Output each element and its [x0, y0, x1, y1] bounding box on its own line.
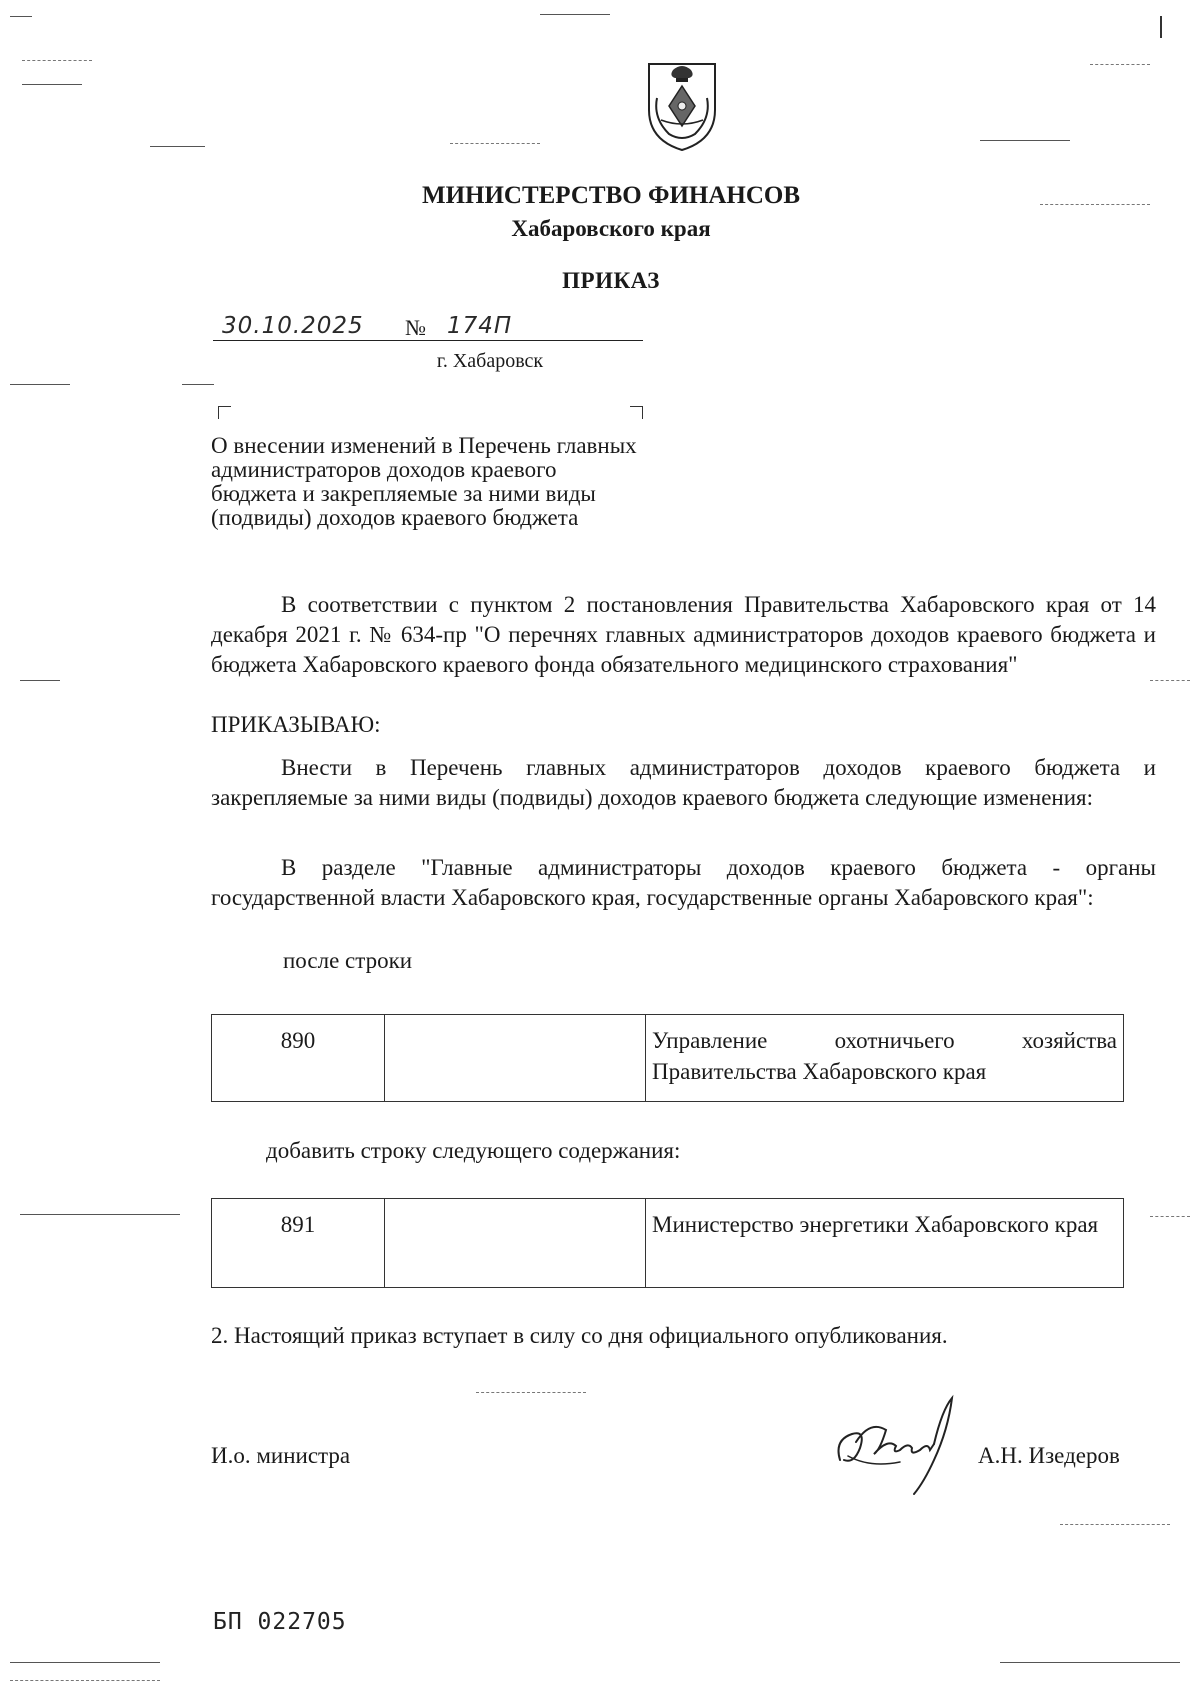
point1-paragraph: Внести в Перечень главных администраторов доходов краевого бюджета и закрепляемые за ними виды (подвиды) доходов краевого бюджета следующие изменения:	[211, 755, 1156, 810]
scan-artifact	[10, 1680, 160, 1681]
scan-artifact	[1150, 680, 1190, 681]
scan-artifact	[182, 384, 214, 385]
existing-row-table	[211, 1014, 1124, 1102]
ministry-name: МИНИСТЕРСТВО ФИНАНСОВ	[421, 182, 801, 209]
admin-code-cell: 890	[212, 1015, 385, 1102]
scan-artifact	[540, 14, 610, 15]
scan-artifact	[1160, 16, 1162, 38]
preamble-paragraph: В соответствии с пунктом 2 постановления Правительства Хабаровского края от 14 декабря 2021 г. № 634-пр "О перечнях главных администраторов доходов краевого бюджета и бюджета Хабаровского краевого фонда обязательного медицинского страхования"	[211, 592, 1156, 677]
scan-artifact	[1000, 1662, 1180, 1663]
admin-code-cell: 891	[212, 1199, 385, 1288]
scan-artifact	[450, 143, 540, 144]
add-row-label: добавить строку следующего содержания:	[266, 1138, 681, 1163]
number-sign: №	[405, 315, 426, 340]
registration-line	[213, 340, 643, 341]
subject-bracket-left	[218, 406, 231, 419]
scan-artifact	[20, 680, 60, 681]
new-row-table	[211, 1198, 1124, 1288]
order-number: 174П	[447, 313, 513, 339]
table-row	[212, 1199, 1124, 1288]
document-type: ПРИКАЗ	[562, 268, 660, 293]
city: г. Хабаровск	[436, 350, 544, 372]
admin-name-cell: Управление охотничьего хозяйства Правительства Хабаровского края	[646, 1015, 1124, 1102]
order-subject: О внесении изменений в Перечень главных администраторов доходов краевого бюджета и закрепляемые за ними виды (подвиды) доходов краевого бюджета	[211, 433, 637, 530]
table-row	[212, 1015, 1124, 1102]
signatory-title: И.о. министра	[211, 1443, 351, 1468]
handwritten-signature	[830, 1390, 970, 1500]
scan-artifact	[10, 16, 32, 17]
section-paragraph: В разделе "Главные администраторы доходов краевого бюджета - органы государственной власти Хабаровского края, государственные органы Хабаровского края":	[211, 855, 1156, 910]
order-date: 30.10.2025	[222, 313, 364, 339]
coat-of-arms-emblem	[643, 58, 721, 153]
scan-artifact	[1060, 1524, 1170, 1525]
effective-date-paragraph: 2. Настоящий приказ вступает в силу со дня официального опубликования.	[211, 1323, 948, 1348]
ministry-region: Хабаровского края	[511, 216, 711, 241]
income-code-cell	[385, 1199, 646, 1288]
signatory-name: А.Н. Изедеров	[978, 1443, 1120, 1468]
prikazyvayu-heading: ПРИКАЗЫВАЮ:	[211, 712, 381, 737]
scan-artifact	[20, 1214, 180, 1215]
scan-artifact	[1090, 64, 1150, 65]
scan-artifact	[476, 1392, 586, 1393]
subject-bracket-right	[630, 406, 643, 419]
scan-artifact	[150, 146, 205, 147]
admin-name-cell: Министерство энергетики Хабаровского края	[646, 1199, 1124, 1288]
scan-artifact	[22, 84, 82, 85]
scan-artifact	[1150, 1216, 1190, 1217]
blank-serial-number: БП 022705	[213, 1609, 347, 1635]
scan-artifact	[10, 1662, 160, 1663]
income-code-cell	[385, 1015, 646, 1102]
scan-artifact	[980, 140, 1070, 141]
scan-artifact	[22, 60, 92, 61]
scan-artifact	[10, 384, 70, 385]
after-row-label: после строки	[283, 948, 413, 973]
